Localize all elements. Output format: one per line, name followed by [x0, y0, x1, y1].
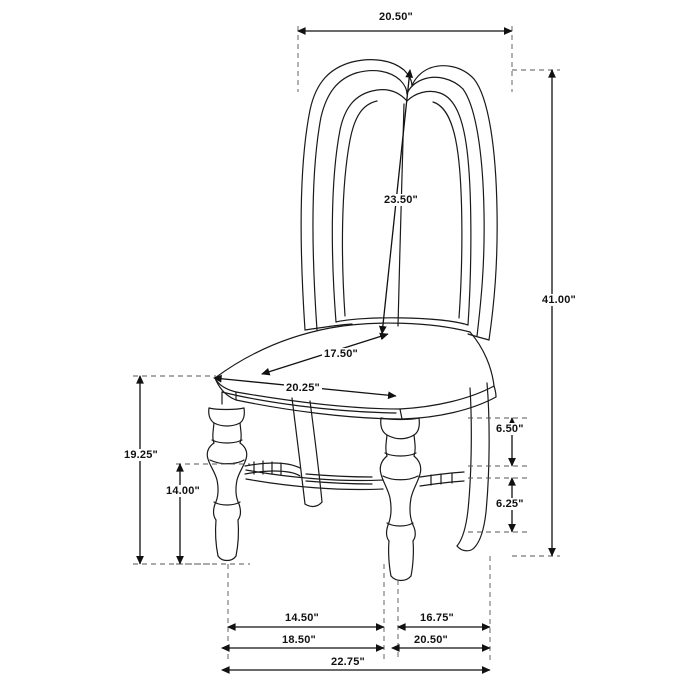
- dim-label-seat-width: 20.25": [286, 382, 320, 394]
- dim-label-seat-height: 19.25": [124, 449, 158, 461]
- dim-label-overall-depth: 22.75": [331, 656, 365, 668]
- dim-label-front-leg-span: 14.50": [285, 612, 319, 624]
- chair-illustration: [207, 60, 497, 581]
- dim-label-back-width: 20.50": [379, 11, 413, 23]
- dim-label-base-front-width: 18.50": [282, 634, 316, 646]
- dim-label-overall-height: 41.00": [542, 294, 576, 306]
- dim-label-back-height: 23.50": [384, 194, 418, 206]
- dim-label-rear-span: 16.75": [420, 612, 454, 624]
- dim-label-lower-rail-gap: 6.25": [496, 498, 524, 510]
- dim-label-stretcher-height: 14.00": [166, 485, 200, 497]
- dim-label-seat-depth: 17.50": [324, 348, 358, 360]
- dim-label-base-rear-width: 20.50": [414, 634, 448, 646]
- dim-label-apron-depth: 6.50": [496, 423, 524, 435]
- extension-lines: [133, 26, 560, 660]
